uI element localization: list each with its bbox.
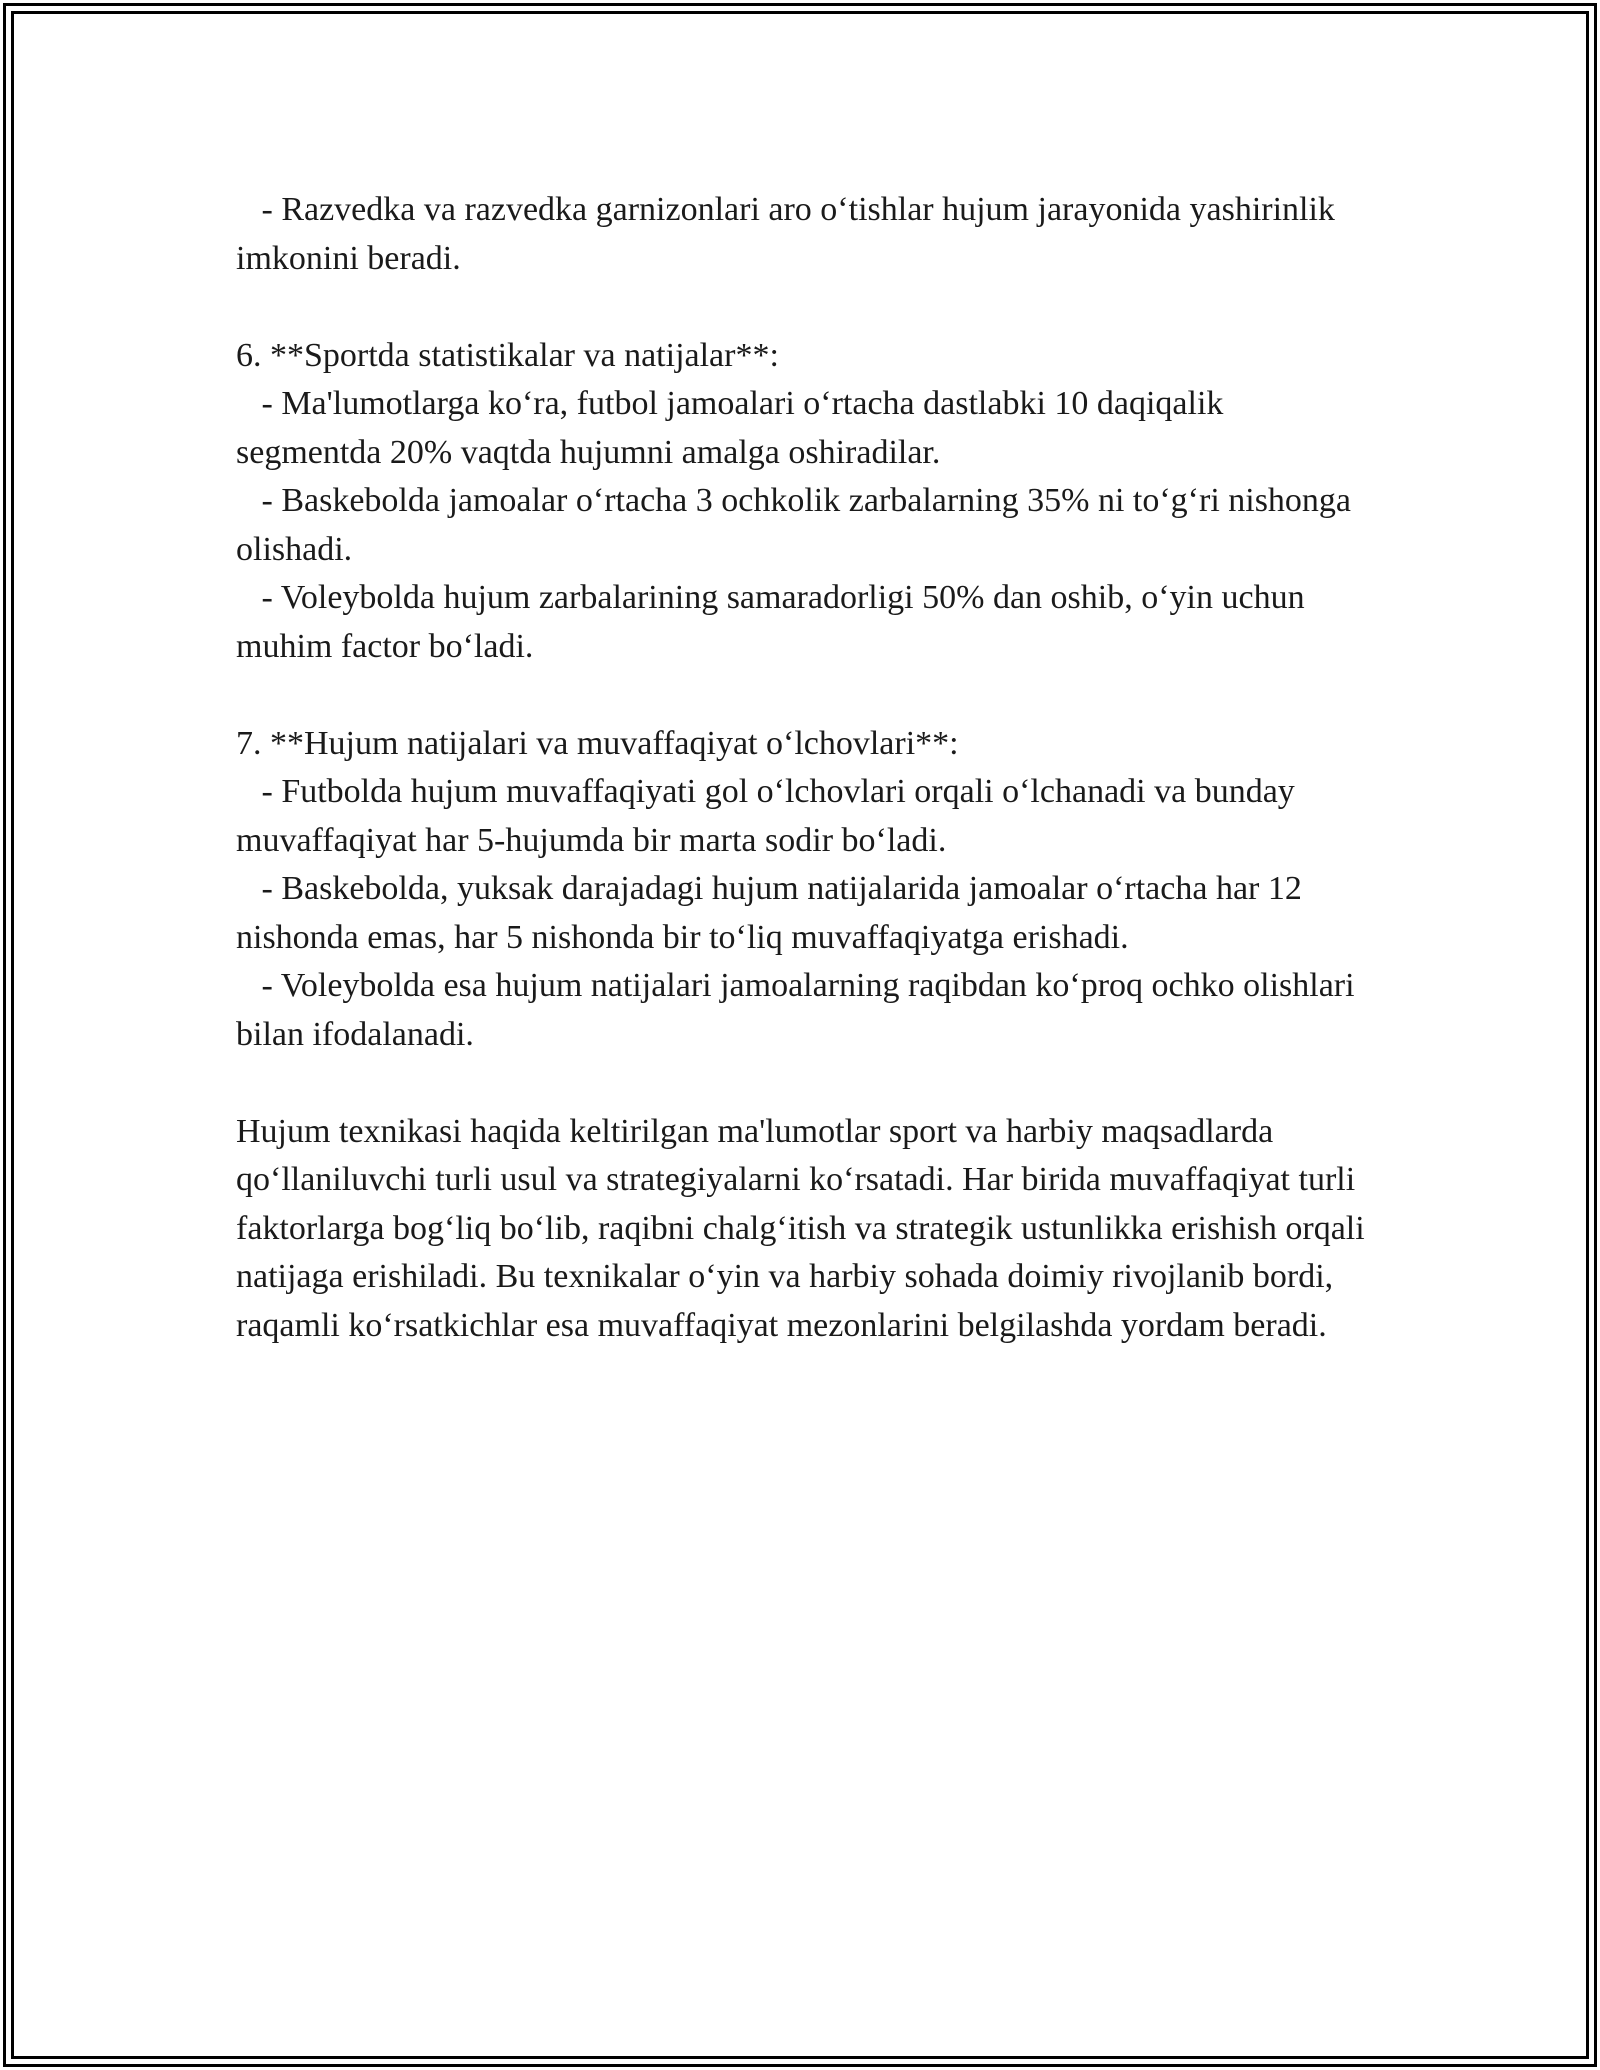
list-item-reconnaissance: - Razvedka va razvedka garnizonlari aro o‘tishlar hujum jarayonida yashirinlik imkonini beradi. [236, 191, 1344, 277]
paragraph-spacer [236, 1059, 1376, 1108]
list-item-basketball-statistics: - Baskebolda jamoalar o‘rtacha 3 ochkolik zarbalarning 35% ni to‘g‘ri nishonga olishadi. [236, 482, 1360, 568]
conclusion-paragraph: Hujum texnikasi haqida keltirilgan ma'lumotlar sport va harbiy maqsadlarda qo‘llaniluvchi turli usul va strategiyalarni ko‘rsatadi. Har birida muvaffaqiyat turli faktorlarga bog‘liq bo‘lib, raqibni chalg‘itish va strategik ustunlikka erishish orqali natijaga erishiladi. Bu texnikalar o‘yin va harbiy sohada doimiy rivojlanib bordi, raqamli ko‘rsatkichlar esa muvaffaqiyat mezonlarini belgilashda yordam beradi. [236, 1112, 1374, 1344]
list-item-football-statistics: - Ma'lumotlarga ko‘ra, futbol jamoalari o‘rtacha dastlabki 10 daqiqalik segmentda 20% vaqtda hujumni amalga oshiradilar. [236, 385, 1232, 471]
paragraph-spacer [236, 283, 1376, 332]
paragraph-spacer [236, 671, 1376, 720]
list-item-volleyball-statistics: - Voleybolda hujum zarbalarining samaradorligi 50% dan oshib, o‘yin uchun muhim factor bo‘ladi. [236, 579, 1314, 665]
section-heading-sports-statistics: 6. **Sportda statistikalar va natijalar**: [236, 336, 779, 374]
list-item-volleyball-results: - Voleybolda esa hujum natijalari jamoalarning raqibdan ko‘proq ochko olishlari bilan ifodalanadi. [236, 967, 1364, 1053]
list-item-football-results: - Futbolda hujum muvaffaqiyati gol o‘lchovlari orqali o‘lchanadi va bunday muvaffaqiyat har 5-hujumda bir marta sodir bo‘ladi. [236, 773, 1304, 859]
document-body [236, 186, 1376, 1350]
section-heading-attack-results: 7. **Hujum natijalari va muvaffaqiyat o‘lchovlari**: [236, 724, 959, 762]
list-item-basketball-results: - Baskebolda, yuksak darajadagi hujum natijalarida jamoalar o‘rtacha har 12 nishonda emas, har 5 nishonda bir to‘liq muvaffaqiyatga erishadi. [236, 870, 1311, 956]
